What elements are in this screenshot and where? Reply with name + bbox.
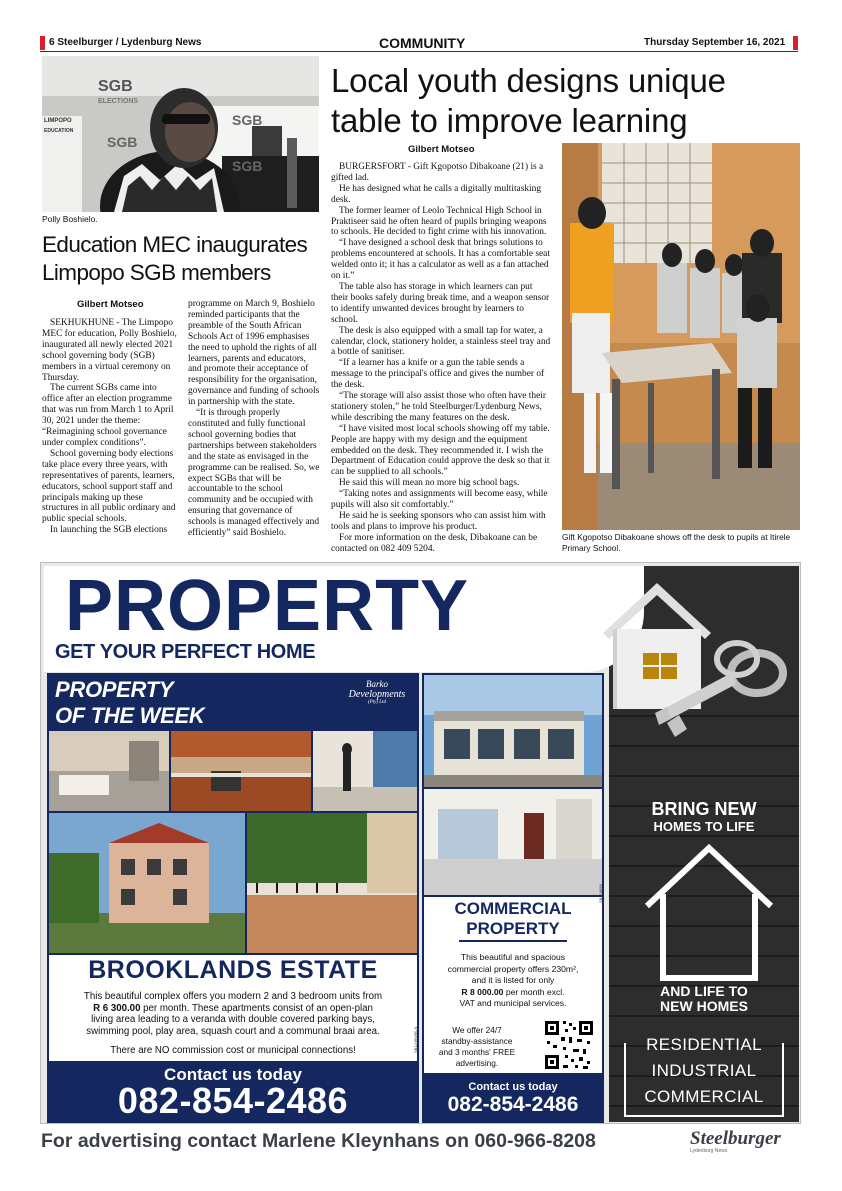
offer-text: [429, 1025, 525, 1069]
estate-description: [51, 991, 415, 1037]
commercial-desc-line-4: [426, 987, 600, 999]
right-paragraph: For more information on the desk, Dibakoane can be contacted on 082 409 5204.: [331, 532, 538, 554]
right-headline: [331, 61, 801, 141]
estate-title: BROOKLANDS ESTATE: [88, 956, 378, 984]
estate-note: There are NO commission cost or municipal connections!: [110, 1045, 356, 1056]
right-paragraph: The desk is also equipped with a small tap for water, a calendar, clock, stationery holder, a stainless steel tray and a bottle of sanitiser.: [331, 325, 551, 358]
left-paragraph: The current SGBs came into office after an election programme that was run from March 1 to April 30, 2021 under the theme: “Reimagining school governance under complex conditions”.: [42, 383, 174, 448]
left-paragraph: In launching the SGB elections: [50, 525, 168, 536]
phone-small: 082-854-2486: [447, 1093, 579, 1116]
commercial-desc-line-5: VAT and municipal services.: [459, 998, 567, 1008]
property-type-commercial: COMMERCIAL: [644, 1087, 764, 1106]
right-paragraph: “Taking notes and assignments will become easy, while pupils will also sit comfortably.”: [331, 489, 548, 511]
room-photo: [313, 731, 417, 811]
ad-subtitle: GET YOUR PERFECT HOME: [55, 641, 316, 663]
header-date: Thursday September 16, 2021: [644, 37, 786, 48]
photo-sign-1: SGB: [98, 78, 133, 95]
house-key-illustration: [597, 573, 797, 769]
offer-line-1: We offer 24/7: [452, 1025, 502, 1035]
vertical-code-left: SB124658ELN: [413, 1026, 418, 1053]
slogan-line-1: BRING NEW: [651, 799, 757, 819]
desk-photo: [562, 143, 800, 530]
commercial-description: [426, 952, 600, 1010]
commercial-desc-line-1: This beautiful and spacious: [460, 952, 566, 962]
estate-building-photo: [49, 813, 245, 953]
estate-desc-line-2-rest: per month. These apartments consist of an open-plan: [140, 1002, 373, 1014]
slogan-line-4: NEW HOMES: [660, 998, 748, 1014]
header-left-label: 6 Steelburger / Lydenburg News: [49, 37, 202, 48]
commercial-title-underline: [459, 940, 567, 942]
commercial-title-2: PROPERTY: [466, 919, 560, 938]
commercial-title-1: COMMERCIAL: [454, 899, 572, 918]
left-article-col-1: [42, 318, 180, 536]
right-paragraph: “The storage will also assist those who often have their stationery stolen,” he told Steelburger/Lydenburg News, while describing the many features on the desk.: [331, 391, 546, 423]
right-paragraph: BURGERSFORT - Gift Kgopotso Dibakoane (21) is a gifted lad.: [331, 162, 544, 183]
slogan-line-3: AND LIFE TO: [660, 983, 748, 999]
commercial-desc-line-4-rest: per month excl.: [503, 986, 565, 997]
developer-logo-line-2: Developments: [348, 689, 406, 700]
property-type-industrial: INDUSTRIAL: [651, 1061, 757, 1080]
contact-label-big: Contact us today: [164, 1065, 302, 1084]
house-outline-icon: [639, 838, 779, 986]
right-paragraph: He has designed what he calls a digitally multitasking desk.: [331, 183, 542, 205]
photo-sign-6: LIMPOPO: [44, 118, 72, 124]
photo-sign-5: SGB: [232, 158, 263, 174]
estate-desc-line-3: living area leading to a veranda with double covered parking bays,: [91, 1014, 375, 1025]
offer-line-4: advertising.: [455, 1058, 499, 1068]
left-headline-line-2: Limpopo SGB members: [42, 260, 271, 285]
right-headline-line-1: Local youth designs unique: [331, 62, 726, 99]
potw-line-2: OF THE WEEK: [55, 703, 205, 728]
header-rule: [40, 51, 798, 52]
veranda-photo: [247, 813, 417, 953]
photo-sign-7: EDUCATION: [44, 128, 74, 134]
mec-photo-caption: Polly Boshielo.: [42, 214, 98, 224]
estate-desc-line-1: This beautiful complex offers you modern 2 and 3 bedroom units from: [83, 991, 383, 1002]
photo-sign-4: SGB: [107, 134, 138, 150]
left-byline: Gilbert Motseo: [77, 299, 144, 310]
right-byline: Gilbert Motseo: [408, 144, 475, 155]
photo-sign-3: SGB: [232, 112, 263, 128]
right-paragraph: “I have visited most local schools showing off my table. People are happy with my design and the equipment embedded on the desk. They recommended it. I wish the Department of Education could approve the desk so that it can be supplied to all schools.”: [331, 423, 550, 478]
left-paragraph: SEKHUKHUNE - The Limpopo MEC for education, Polly Boshielo, inaugurated all newly elected 2021 school governing body (SGB) members in a virtual ceremony on Thursday.: [42, 318, 177, 383]
right-paragraph: The table also has storage in which learners can put their books safely during break time, and a weapon sensor to identify unwanted devices brought by learners to school.: [331, 281, 550, 325]
ad-title: PROPERTY: [65, 566, 470, 646]
estate-desc-line-4: swimming pool, play area, squash court and a communal braai area.: [86, 1025, 380, 1037]
header-section: COMMUNITY: [379, 35, 466, 51]
mec-photo-art: [42, 56, 319, 212]
footer-advert-line: For advertising contact Marlene Kleynhans on 060-966-8208: [41, 1130, 596, 1152]
offer-line-2: standby-assistance: [441, 1036, 513, 1046]
footer-logo: [690, 1128, 800, 1158]
footer-logo-sub: Lydenburg News: [690, 1148, 728, 1154]
property-type-residential: RESIDENTIAL: [646, 1035, 762, 1054]
estate-price: R 6 300.00: [93, 1002, 141, 1014]
left-paragraph: “It is through properly constituted and fully functional school governing bodies that partnerships between stakeholders and the state as envisaged in the programme can be realised. So, we expect SGBs that will be accountable to the school community and be occupied with ensuring that governance of schools is managed effectively and efficiently” said Boshielo.: [188, 408, 320, 539]
left-headline: [42, 231, 320, 287]
commercial-desc-line-3: and it is listed for only: [471, 975, 555, 985]
photo-sign-2: ELECTIONS: [98, 98, 139, 105]
footer-logo-text: Steelburger: [690, 1128, 781, 1149]
qr-code-icon: [543, 1019, 595, 1071]
right-paragraph: “If a learner has a knife or a gun the table sends a message to the principal's office and gives the number of the desk.: [331, 358, 545, 391]
header-left-marker: [40, 36, 45, 50]
offer-line-3: and 3 months' FREE: [438, 1047, 516, 1057]
potw-line-1: PROPERTY: [55, 677, 174, 702]
left-paragraph: programme on March 9, Boshielo reminded participants that the preamble of the South African Schools Act of 1996 emphasises the need to uphold the rights of all learners, parents and educators, and promote their acceptance of responsibility for the organisation, governance and funding of schools in partnership with the state.: [188, 299, 320, 408]
house-key-icon: [597, 573, 797, 769]
bathroom-photo: [49, 731, 169, 811]
commercial-desc-line-2: commercial property offers 230m²,: [447, 963, 579, 974]
desk-photo-caption: Gift Kgopotso Dibakoane shows off the desk to pupils at Itirele Primary School.: [562, 532, 791, 553]
commercial-interior-photo: [424, 789, 602, 895]
kitchen-photo: [171, 731, 311, 811]
right-paragraph: He said he is seeking sponsors who can assist him with tools and plans to improve his product.: [331, 511, 546, 532]
right-paragraph: The former learner of Leolo Technical High School in Praktiseer said he often heard of pupils bringing weapons to schools. He decided to fight crime with his innovation.: [331, 205, 547, 238]
commercial-price: R 8 000.00: [461, 986, 504, 997]
header-right-marker: [793, 36, 798, 50]
right-article-col: [331, 162, 551, 555]
developer-logo: [337, 679, 417, 705]
qr-code[interactable]: [543, 1019, 595, 1071]
vertical-code-right: SB124658: [598, 884, 603, 903]
mec-photo: [42, 56, 319, 212]
right-headline-line-2: table to improve learning: [331, 102, 688, 139]
contact-label-small: Contact us today: [468, 1081, 558, 1093]
property-advert: [40, 562, 801, 1124]
desk-photo-art: [562, 143, 800, 530]
phone-big: 082-854-2486: [117, 1080, 349, 1121]
estate-desc-line-2: [51, 1003, 415, 1015]
right-paragraph: He said this will mean no more big school bags.: [339, 478, 520, 489]
commercial-exterior-photo: [424, 675, 602, 787]
left-headline-line-1: Education MEC inaugurates: [42, 232, 308, 257]
slogan-line-2: HOMES TO LIFE: [653, 819, 755, 834]
developer-logo-line-3: (Pty) Ltd: [368, 700, 386, 705]
developer-logo-line-1: Barko: [366, 679, 388, 689]
left-paragraph: School governing body elections take place every three years, with representatives of parents, learners, educators, school support staff and principals making up these structures in all public ordinary and public special schools.: [42, 448, 176, 525]
right-paragraph: “I have designed a school desk that brings solutions to problems encountered at schools. It has a comfortable seat welded onto it; it has a calculator as well as a fan attached on it.”: [331, 238, 550, 282]
left-article-col-2: [188, 299, 321, 539]
